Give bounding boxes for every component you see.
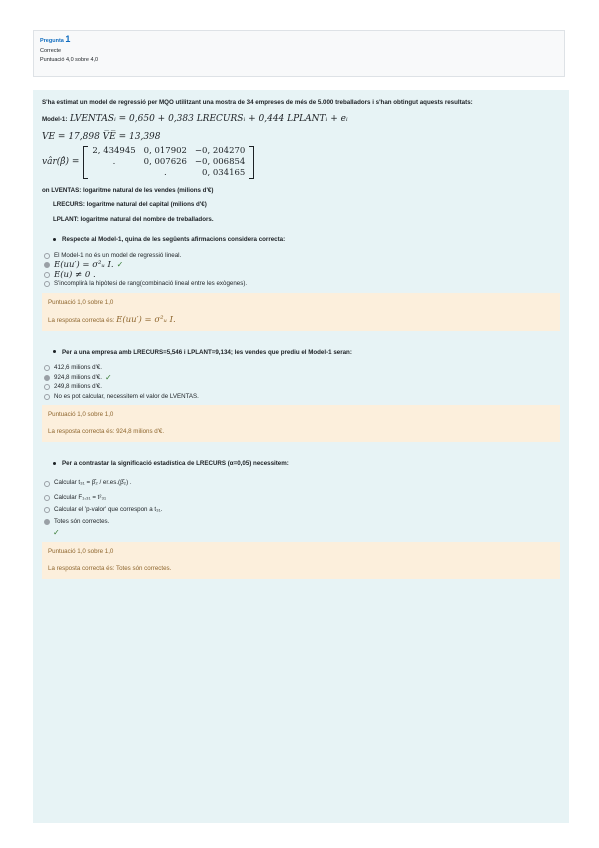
feedback-score: Puntuació 1,0 sobre 1,0	[48, 548, 114, 555]
radio-button[interactable]	[44, 507, 50, 513]
variance-matrix-block	[42, 146, 560, 179]
option[interactable]	[42, 505, 560, 516]
check-row	[42, 529, 560, 539]
check-icon: ✓	[53, 527, 60, 537]
option-label: Totes són correctes.	[54, 517, 110, 525]
question-info-panel	[33, 30, 565, 77]
matrix-cell: 0, 007626	[143, 156, 187, 167]
option[interactable]	[42, 476, 560, 492]
option-label: 412,6 milions d'€.	[54, 364, 102, 371]
option-label: 924,8 milions d'€.	[54, 373, 102, 381]
bullet-icon	[53, 238, 56, 241]
option[interactable]	[42, 517, 560, 528]
subquestion-2-text: Per a una empresa amb LRECURS=5,546 i LPLANT=9,134; les vendes que prediu el Model-1 seran:	[62, 348, 352, 356]
option[interactable]	[42, 252, 560, 261]
feedback-score: Puntuació 1,0 sobre 1,0	[48, 298, 114, 306]
option[interactable]	[42, 280, 560, 289]
option[interactable]	[42, 393, 560, 402]
question-state: Correcte	[40, 47, 62, 54]
option-label: Calcular F₁,₃₁ = t²₃₁	[54, 493, 107, 501]
matrix-cell: .	[163, 167, 167, 178]
question-number-value: 1	[65, 34, 71, 44]
feedback-answer	[48, 316, 554, 325]
radio-button[interactable]	[44, 253, 50, 259]
matrix-cell: 0, 017902	[143, 145, 187, 156]
radio-button[interactable]	[44, 272, 50, 278]
subquestion-3-text: Per a contrastar la significació estadística de LRECURS (α=0,05) necessitem:	[62, 460, 289, 467]
definition-lrecurs: LRECURS: logaritme natural del capital (milions d'€)	[53, 201, 207, 208]
feedback-score: Puntuació 1,0 sobre 1,0	[48, 411, 114, 418]
variance-label: vâr(β̂) =	[42, 156, 80, 167]
option-label: 249,8 milions d'€.	[54, 383, 102, 390]
radio-button[interactable]	[44, 375, 50, 381]
radio-button[interactable]	[44, 481, 50, 487]
variance-matrix	[83, 146, 254, 179]
question-number	[40, 35, 558, 47]
bullet-icon	[53, 350, 56, 353]
radio-button[interactable]	[44, 281, 50, 287]
radio-button[interactable]	[44, 495, 50, 501]
definition-lventas: on LVENTAS: logaritme natural de les vendes (milions d'€)	[42, 186, 214, 194]
radio-button[interactable]	[44, 394, 50, 400]
subquestion-1-text: Respecte al Model-1, quina de les següents afirmacions considera correcta:	[62, 236, 286, 243]
question-content	[33, 90, 569, 823]
variable-definitions	[42, 187, 560, 225]
matrix-cell: 2, 434945	[92, 145, 136, 156]
feedback-panel	[42, 293, 560, 331]
check-icon: ✓	[104, 372, 112, 382]
option-label: E(u) ≠ 0 .	[54, 269, 96, 280]
option-label: Calcular t₃₁ = β̂₂ / er.es.(β̂₂) .	[54, 479, 132, 487]
feedback-panel	[42, 542, 560, 579]
right-bracket	[249, 146, 254, 179]
check-icon: ✓	[116, 260, 124, 269]
matrix-table	[88, 146, 249, 179]
answer-prefix: La resposta correcta és:	[48, 316, 115, 324]
bullet-icon	[53, 462, 56, 465]
option[interactable]	[42, 383, 560, 392]
matrix-cell: 0, 034165	[202, 167, 246, 178]
option-label: S'incomplirà la hipòtesi de rang(combinació lineal entre les exògenes).	[54, 280, 248, 287]
radio-button[interactable]	[44, 519, 50, 525]
answer-formula: E(uu′) = σ²ᵤ I.	[116, 314, 176, 325]
question-grade: Puntuació 4,0 sobre 4,0	[40, 57, 99, 63]
model-formula: LVENTASᵢ = 0,650 + 0,383 LRECURSᵢ + 0,444 LPLANTᵢ + eᵢ	[69, 113, 348, 124]
model-equation	[42, 111, 560, 127]
feedback-answer: La resposta correcta és: 924,8 milions d'€.	[48, 428, 165, 435]
matrix-cell: .	[112, 156, 116, 167]
matrix-cell	[88, 168, 139, 179]
radio-button[interactable]	[44, 262, 50, 268]
option[interactable]	[42, 493, 560, 504]
question-label: Pregunta	[40, 38, 64, 44]
option-label: El Model-1 no és un model de regressió lineal.	[54, 251, 182, 259]
option[interactable]	[42, 271, 560, 280]
option[interactable]	[42, 364, 560, 373]
subquestion-3-title	[42, 460, 560, 469]
feedback-panel	[42, 405, 560, 442]
option[interactable]	[42, 374, 560, 383]
question-intro: S'ha estimat un model de regressió per MQO utilitzant una mostra de 34 empreses de més de 5.000 treballadors i s'han obtingut aquests resultats:	[42, 99, 473, 106]
subquestion-2-title	[42, 349, 560, 358]
model-label: Model-1:	[42, 115, 68, 123]
option-label: E(uu′) = σ²ᵤ I.	[54, 260, 114, 270]
radio-button[interactable]	[44, 365, 50, 371]
matrix-cell: −0, 204270	[194, 145, 246, 156]
option[interactable]	[42, 261, 560, 270]
definition-lplant: LPLANT: logaritme natural del nombre de treballadors.	[53, 215, 214, 223]
option-label: Calcular el 'p-valor' que correspon a t₃₁.	[54, 505, 163, 513]
ve-equation: VE = 17,898 V̅E̅ = 13,398	[42, 131, 161, 142]
matrix-cell: −0, 006854	[194, 156, 246, 167]
subquestion-1-title	[42, 236, 560, 245]
feedback-answer: La resposta correcta és: Totes són correctes.	[48, 565, 172, 572]
radio-button[interactable]	[44, 384, 50, 390]
option-label: No es pot calcular, necessitem el valor de LVENTAS.	[54, 392, 199, 400]
